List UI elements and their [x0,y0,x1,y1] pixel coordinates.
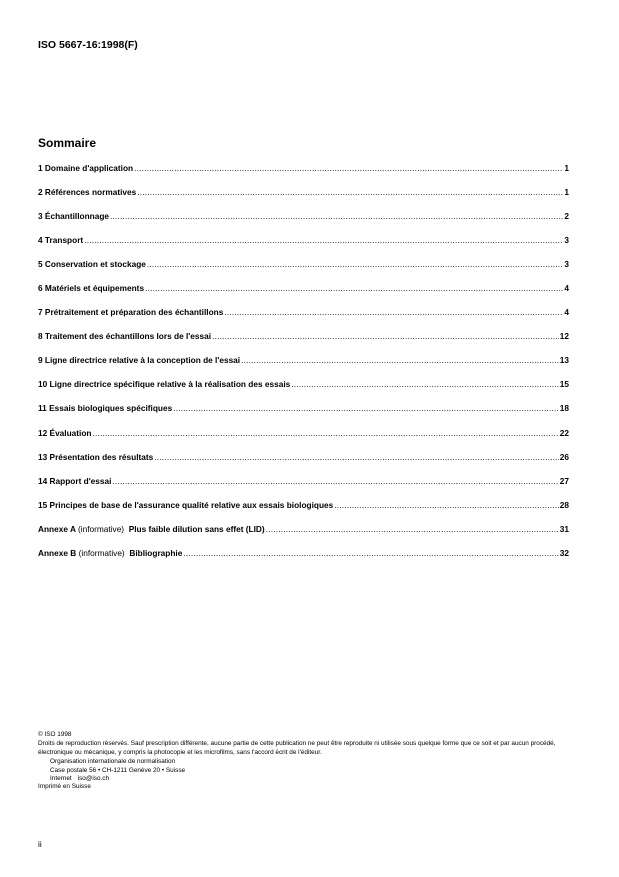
toc-entry-label: 10 Ligne directrice spécifique relative à la réalisation des essais [38,379,291,390]
internet-line [38,775,583,783]
toc-leader-dots [266,524,559,534]
toc-leader-dots [334,500,559,510]
toc-leader-dots [134,163,563,173]
toc-leader-dots [212,331,559,341]
toc-entry-label: 14 Rapport d'essai [38,475,112,486]
toc-entry-page: 28 [559,499,569,510]
toc-entry-14[interactable] [38,476,569,500]
table-of-contents [38,163,569,572]
toc-entry-10[interactable] [38,379,569,403]
toc-entry-page: 26 [559,451,569,462]
toc-entry-11[interactable] [38,403,569,427]
toc-entry-label: 11 Essais biologiques spécifiques [38,403,173,414]
toc-entry-1[interactable] [38,163,569,187]
page-number: ii [38,839,42,849]
toc-entry-label: 2 Références normatives [38,187,137,198]
toc-entry-page: 4 [564,307,569,318]
annex-qualifier: (informative) [78,547,125,558]
toc-entry-2[interactable] [38,187,569,211]
printed-in: Imprimé en Suisse [38,783,91,791]
toc-entry-page: 22 [559,427,569,438]
toc-entry-label: 1 Domaine d'application [38,163,134,173]
toc-entry-annex-a[interactable] [38,524,569,548]
toc-entry-page: 31 [559,523,569,534]
toc-entry-page: 2 [564,211,569,222]
toc-entry-annex-b[interactable] [38,548,569,572]
toc-leader-dots [224,307,563,317]
toc-entry-3[interactable] [38,211,569,235]
internet-label: Internet [50,775,72,783]
toc-entry-page: 3 [564,235,569,246]
toc-entry-page: 3 [564,259,569,270]
rights-statement: Droits de reproduction réservés. Sauf prescription différente, aucune partie de cette publication ne peut être reproduite ni utilisée sous quelque forme que ce soit et par aucun procédé, électronique ou mécanique, y compris la photocopie et les microfilms, sans l'accord écrit de l'éditeur. [38,740,556,756]
toc-entry-label: 4 Transport [38,235,84,246]
toc-leader-dots [93,428,559,438]
toc-leader-dots [147,259,563,269]
document-header: ISO 5667-16:1998(F) [38,39,138,51]
toc-entry-page: 18 [559,403,569,414]
toc-entry-label [38,524,265,534]
toc-entry-4[interactable] [38,235,569,259]
toc-leader-dots [112,476,558,486]
toc-leader-dots [137,187,563,197]
toc-entry-page: 13 [559,355,569,366]
toc-entry-label: 12 Évaluation [38,427,92,438]
organization-name: Organisation internationale de normalisation [50,758,176,766]
toc-leader-dots [241,355,559,365]
toc-entry-label: 15 Principes de base de l'assurance qualité relative aux essais biologiques [38,499,334,510]
toc-leader-dots [110,211,563,221]
toc-entry-page: 32 [559,547,569,558]
toc-leader-dots [154,452,558,462]
toc-leader-dots [145,283,563,293]
toc-entry-label: 7 Prétraitement et préparation des échantillons [38,307,224,318]
toc-entry-15[interactable] [38,500,569,524]
toc-leader-dots [291,379,559,389]
toc-entry-label: 6 Matériels et équipements [38,283,145,294]
toc-entry-label: 3 Échantillonnage [38,211,109,222]
toc-entry-page: 15 [559,379,569,390]
toc-entry-label: 5 Conservation et stockage [38,259,146,270]
toc-entry-label: 8 Traitement des échantillons lors de l'essai [38,331,212,342]
toc-leader-dots [84,235,563,245]
toc-entry-5[interactable] [38,259,569,283]
toc-title: Sommaire [38,136,97,150]
toc-entry-page: 12 [559,331,569,342]
toc-entry-label [38,548,182,558]
toc-entry-page: 4 [564,283,569,294]
annex-title: Plus faible dilution sans effet (LID) [128,523,265,534]
toc-entry-page: 1 [564,187,569,198]
email-link[interactable]: iso@iso.ch [77,775,110,783]
toc-entry-page: 1 [564,163,569,173]
annex-prefix: Annexe A [38,523,76,534]
toc-entry-9[interactable] [38,355,569,379]
toc-entry-6[interactable] [38,283,569,307]
annex-qualifier: (informative) [77,523,125,534]
toc-entry-7[interactable] [38,307,569,331]
postal-address: Case postale 56 • CH-1211 Genève 20 • Suisse [50,766,186,774]
copyright-notice: © ISO 1998 [38,731,72,738]
toc-entry-label: 13 Présentation des résultats [38,451,154,462]
toc-entry-8[interactable] [38,331,569,355]
annex-prefix: Annexe B [38,547,77,558]
toc-entry-label: 9 Ligne directrice relative à la conception de l'essai [38,355,241,366]
toc-leader-dots [173,403,559,413]
annex-title: Bibliographie [129,547,183,558]
toc-entry-page: 27 [559,475,569,486]
toc-entry-13[interactable] [38,452,569,476]
toc-entry-12[interactable] [38,428,569,452]
toc-leader-dots [183,548,558,558]
copyright-footer [38,731,583,792]
